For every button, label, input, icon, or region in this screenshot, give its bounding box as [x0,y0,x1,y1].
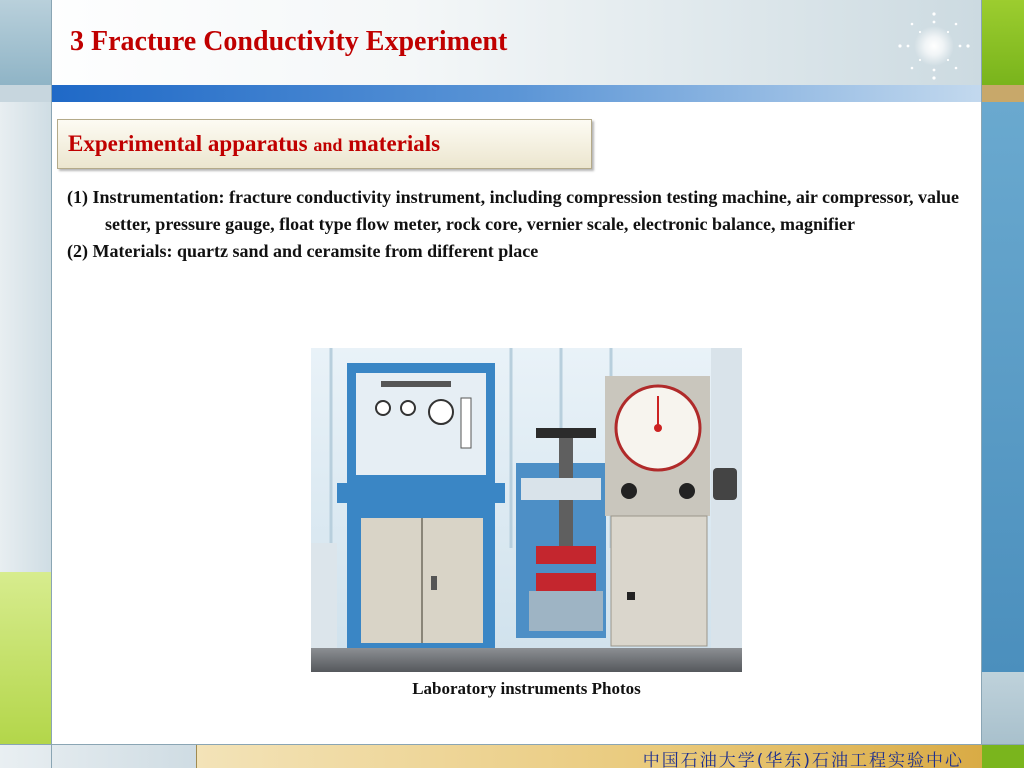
left-corner-block [0,0,51,85]
stripe-right-cap [982,85,1024,102]
right-green-block [982,0,1024,85]
blue-stripe [51,85,982,102]
section-label-part1: Experimental apparatus [68,131,314,156]
bottom-left-block [0,745,196,768]
frame-line-left [51,0,52,768]
section-header [57,119,592,169]
bottom-right-block [982,745,1024,768]
right-blue-panel [982,102,1024,672]
section-label-part3: materials [342,131,441,156]
body-text [67,184,962,265]
paragraph-materials: (2) Materials: quartz sand and ceramsite from different place [67,241,539,261]
sparkle-icon [890,8,974,84]
left-green-panel [0,572,51,744]
laboratory-instruments-photo [311,348,742,672]
figure-caption: Laboratory instruments Photos [412,679,641,698]
frame-line-right [981,0,982,768]
section-label-part2: and [313,135,343,155]
paragraph-instrumentation: (1) Instrumentation: fracture conductivity instrument, including compression testing machine, air compressor, value setter, pressure gauge, float type flow meter, rock core, vernier scale, electronic balance, magnifier [67,187,959,234]
right-grey-panel [982,672,1024,745]
footer-text: 中国石油大学(华东)石油工程实验中心 [642,751,964,771]
footer-band [196,745,982,771]
section-label [68,131,440,157]
stripe-left-cap [0,85,51,102]
slide-title: 3 Fracture Conductivity Experiment [70,26,508,57]
